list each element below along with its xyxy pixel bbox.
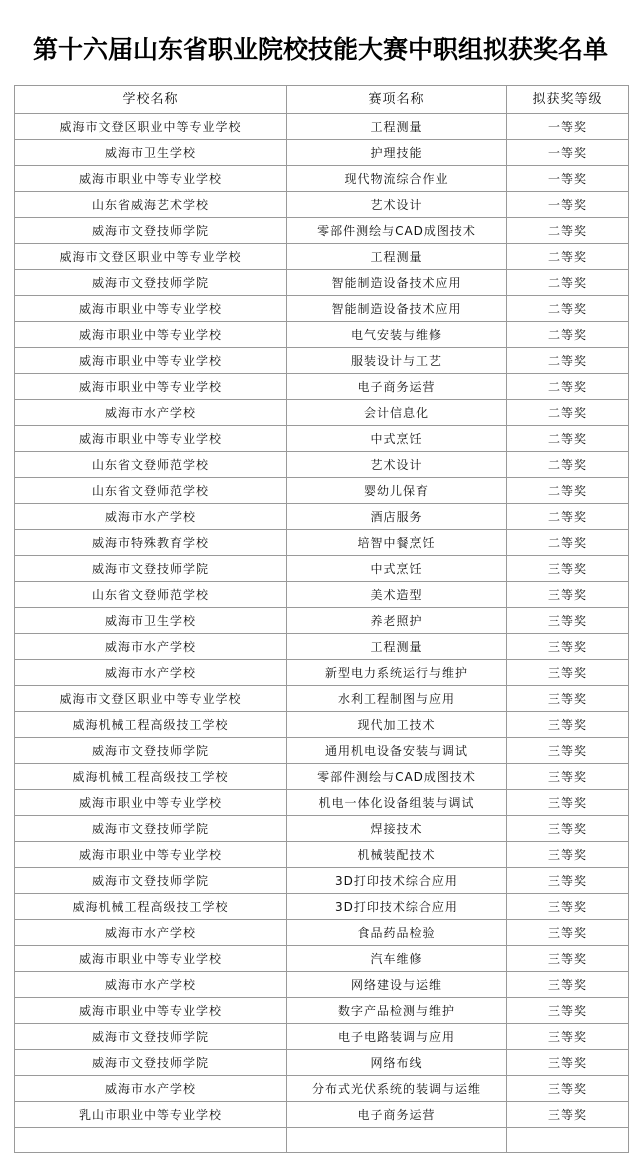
header-school: 学校名称 bbox=[15, 86, 287, 114]
cell-school: 威海市水产学校 bbox=[15, 660, 287, 686]
cell-event: 会计信息化 bbox=[287, 400, 507, 426]
table-row bbox=[15, 114, 629, 140]
table-row bbox=[15, 556, 629, 582]
cell-school: 威海市职业中等专业学校 bbox=[15, 946, 287, 972]
cell-school: 威海市文登区职业中等专业学校 bbox=[15, 244, 287, 270]
cell-event: 零部件测绘与CAD成图技术 bbox=[287, 764, 507, 790]
cell-event: 培智中餐烹饪 bbox=[287, 530, 507, 556]
table-row bbox=[15, 1050, 629, 1076]
table-row bbox=[15, 738, 629, 764]
cell-event: 美术造型 bbox=[287, 582, 507, 608]
table-row bbox=[15, 842, 629, 868]
table-row bbox=[15, 816, 629, 842]
cell-event: 工程测量 bbox=[287, 114, 507, 140]
cell-level: 一等奖 bbox=[507, 114, 629, 140]
cell-event: 零部件测绘与CAD成图技术 bbox=[287, 218, 507, 244]
cell-level: 二等奖 bbox=[507, 426, 629, 452]
table-row bbox=[15, 244, 629, 270]
cell-level: 三等奖 bbox=[507, 868, 629, 894]
cell-event: 艺术设计 bbox=[287, 452, 507, 478]
empty-cell bbox=[507, 1128, 629, 1153]
cell-event: 服装设计与工艺 bbox=[287, 348, 507, 374]
cell-level: 三等奖 bbox=[507, 712, 629, 738]
cell-event: 护理技能 bbox=[287, 140, 507, 166]
cell-school: 威海市文登技师学院 bbox=[15, 868, 287, 894]
table-row bbox=[15, 790, 629, 816]
cell-level: 三等奖 bbox=[507, 738, 629, 764]
cell-school: 威海机械工程高级技工学校 bbox=[15, 894, 287, 920]
table-row bbox=[15, 998, 629, 1024]
cell-level: 三等奖 bbox=[507, 894, 629, 920]
cell-level: 三等奖 bbox=[507, 816, 629, 842]
cell-event: 婴幼儿保育 bbox=[287, 478, 507, 504]
cell-event: 现代物流综合作业 bbox=[287, 166, 507, 192]
cell-level: 三等奖 bbox=[507, 946, 629, 972]
header-level: 拟获奖等级 bbox=[507, 86, 629, 114]
cell-event: 焊接技术 bbox=[287, 816, 507, 842]
cell-event: 电子商务运营 bbox=[287, 374, 507, 400]
cell-event: 中式烹饪 bbox=[287, 556, 507, 582]
cell-level: 三等奖 bbox=[507, 920, 629, 946]
table-body bbox=[15, 114, 629, 1153]
cell-level: 二等奖 bbox=[507, 374, 629, 400]
cell-event: 工程测量 bbox=[287, 634, 507, 660]
cell-event: 分布式光伏系统的装调与运维 bbox=[287, 1076, 507, 1102]
cell-school: 威海市卫生学校 bbox=[15, 608, 287, 634]
cell-event: 3D打印技术综合应用 bbox=[287, 868, 507, 894]
empty-cell bbox=[15, 1128, 287, 1153]
table-row bbox=[15, 400, 629, 426]
table-row bbox=[15, 1076, 629, 1102]
cell-school: 威海市职业中等专业学校 bbox=[15, 348, 287, 374]
table-row bbox=[15, 296, 629, 322]
cell-school: 威海市职业中等专业学校 bbox=[15, 842, 287, 868]
table-row bbox=[15, 452, 629, 478]
award-table bbox=[14, 85, 629, 1153]
cell-event: 智能制造设备技术应用 bbox=[287, 296, 507, 322]
cell-level: 二等奖 bbox=[507, 244, 629, 270]
cell-school: 威海市卫生学校 bbox=[15, 140, 287, 166]
table-row bbox=[15, 166, 629, 192]
cell-level: 三等奖 bbox=[507, 1102, 629, 1128]
cell-school: 威海市文登技师学院 bbox=[15, 270, 287, 296]
table-row bbox=[15, 374, 629, 400]
cell-level: 二等奖 bbox=[507, 296, 629, 322]
cell-level: 二等奖 bbox=[507, 530, 629, 556]
cell-level: 二等奖 bbox=[507, 504, 629, 530]
cell-school: 威海市职业中等专业学校 bbox=[15, 790, 287, 816]
cell-event: 艺术设计 bbox=[287, 192, 507, 218]
cell-school: 威海市职业中等专业学校 bbox=[15, 166, 287, 192]
cell-school: 山东省文登师范学校 bbox=[15, 452, 287, 478]
page-title: 第十六届山东省职业院校技能大赛中职组拟获奖名单 bbox=[32, 35, 608, 64]
cell-school: 山东省威海艺术学校 bbox=[15, 192, 287, 218]
table-row bbox=[15, 1024, 629, 1050]
cell-school: 威海市文登区职业中等专业学校 bbox=[15, 114, 287, 140]
cell-event: 3D打印技术综合应用 bbox=[287, 894, 507, 920]
cell-event: 智能制造设备技术应用 bbox=[287, 270, 507, 296]
cell-level: 三等奖 bbox=[507, 1076, 629, 1102]
cell-school: 威海市文登技师学院 bbox=[15, 556, 287, 582]
cell-school: 山东省文登师范学校 bbox=[15, 582, 287, 608]
cell-level: 二等奖 bbox=[507, 218, 629, 244]
cell-event: 通用机电设备安装与调试 bbox=[287, 738, 507, 764]
cell-event: 网络建设与运维 bbox=[287, 972, 507, 998]
cell-level: 三等奖 bbox=[507, 998, 629, 1024]
cell-level: 三等奖 bbox=[507, 582, 629, 608]
cell-level: 二等奖 bbox=[507, 322, 629, 348]
cell-event: 食品药品检验 bbox=[287, 920, 507, 946]
cell-event: 电子商务运营 bbox=[287, 1102, 507, 1128]
cell-school: 威海市水产学校 bbox=[15, 920, 287, 946]
cell-level: 三等奖 bbox=[507, 556, 629, 582]
cell-school: 威海市文登技师学院 bbox=[15, 816, 287, 842]
table-row bbox=[15, 868, 629, 894]
table-row bbox=[15, 686, 629, 712]
cell-level: 三等奖 bbox=[507, 608, 629, 634]
cell-event: 机电一体化设备组装与调试 bbox=[287, 790, 507, 816]
cell-level: 二等奖 bbox=[507, 348, 629, 374]
cell-school: 威海市水产学校 bbox=[15, 504, 287, 530]
cell-level: 一等奖 bbox=[507, 192, 629, 218]
cell-event: 电子电路装调与应用 bbox=[287, 1024, 507, 1050]
cell-level: 三等奖 bbox=[507, 790, 629, 816]
cell-level: 二等奖 bbox=[507, 400, 629, 426]
table-row bbox=[15, 920, 629, 946]
cell-level: 三等奖 bbox=[507, 1024, 629, 1050]
table-row bbox=[15, 192, 629, 218]
cell-school: 威海市文登技师学院 bbox=[15, 1024, 287, 1050]
cell-level: 三等奖 bbox=[507, 686, 629, 712]
cell-school: 威海市职业中等专业学校 bbox=[15, 998, 287, 1024]
cell-event: 网络布线 bbox=[287, 1050, 507, 1076]
cell-event: 养老照护 bbox=[287, 608, 507, 634]
table-row bbox=[15, 504, 629, 530]
cell-school: 威海市水产学校 bbox=[15, 634, 287, 660]
cell-level: 三等奖 bbox=[507, 1050, 629, 1076]
cell-level: 三等奖 bbox=[507, 842, 629, 868]
cell-event: 新型电力系统运行与维护 bbox=[287, 660, 507, 686]
cell-level: 三等奖 bbox=[507, 764, 629, 790]
cell-level: 一等奖 bbox=[507, 140, 629, 166]
table-row bbox=[15, 322, 629, 348]
cell-level: 三等奖 bbox=[507, 972, 629, 998]
cell-event: 水利工程制图与应用 bbox=[287, 686, 507, 712]
table-row bbox=[15, 946, 629, 972]
cell-event: 中式烹饪 bbox=[287, 426, 507, 452]
empty-cell bbox=[287, 1128, 507, 1153]
table-row bbox=[15, 894, 629, 920]
cell-level: 三等奖 bbox=[507, 660, 629, 686]
table-row bbox=[15, 634, 629, 660]
cell-school: 威海市职业中等专业学校 bbox=[15, 374, 287, 400]
table-row bbox=[15, 972, 629, 998]
cell-school: 威海市职业中等专业学校 bbox=[15, 322, 287, 348]
table-row bbox=[15, 270, 629, 296]
header-event: 赛项名称 bbox=[287, 86, 507, 114]
cell-school: 威海市职业中等专业学校 bbox=[15, 426, 287, 452]
table-row bbox=[15, 348, 629, 374]
cell-school: 威海市特殊教育学校 bbox=[15, 530, 287, 556]
cell-event: 机械装配技术 bbox=[287, 842, 507, 868]
cell-school: 威海机械工程高级技工学校 bbox=[15, 712, 287, 738]
cell-school: 威海市文登区职业中等专业学校 bbox=[15, 686, 287, 712]
cell-school: 山东省文登师范学校 bbox=[15, 478, 287, 504]
table-row bbox=[15, 478, 629, 504]
table-row bbox=[15, 764, 629, 790]
cell-level: 三等奖 bbox=[507, 634, 629, 660]
cell-school: 威海市文登技师学院 bbox=[15, 1050, 287, 1076]
cell-level: 二等奖 bbox=[507, 452, 629, 478]
cell-level: 二等奖 bbox=[507, 270, 629, 296]
cell-school: 威海市文登技师学院 bbox=[15, 218, 287, 244]
cell-event: 数字产品检测与维护 bbox=[287, 998, 507, 1024]
award-table-container bbox=[14, 85, 628, 1153]
cell-level: 二等奖 bbox=[507, 478, 629, 504]
table-row bbox=[15, 712, 629, 738]
table-row bbox=[15, 530, 629, 556]
cell-school: 威海市水产学校 bbox=[15, 972, 287, 998]
cell-school: 威海市水产学校 bbox=[15, 400, 287, 426]
table-row bbox=[15, 140, 629, 166]
table-row bbox=[15, 1102, 629, 1128]
cell-event: 电气安装与维修 bbox=[287, 322, 507, 348]
table-row bbox=[15, 218, 629, 244]
table-row bbox=[15, 582, 629, 608]
cell-event: 现代加工技术 bbox=[287, 712, 507, 738]
table-row-empty bbox=[15, 1128, 629, 1153]
table-row bbox=[15, 608, 629, 634]
cell-school: 乳山市职业中等专业学校 bbox=[15, 1102, 287, 1128]
table-header-row bbox=[15, 86, 629, 114]
cell-event: 酒店服务 bbox=[287, 504, 507, 530]
cell-school: 威海市职业中等专业学校 bbox=[15, 296, 287, 322]
cell-school: 威海市文登技师学院 bbox=[15, 738, 287, 764]
cell-event: 工程测量 bbox=[287, 244, 507, 270]
cell-event: 汽车维修 bbox=[287, 946, 507, 972]
table-row bbox=[15, 426, 629, 452]
table-row bbox=[15, 660, 629, 686]
cell-school: 威海机械工程高级技工学校 bbox=[15, 764, 287, 790]
cell-school: 威海市水产学校 bbox=[15, 1076, 287, 1102]
cell-level: 一等奖 bbox=[507, 166, 629, 192]
